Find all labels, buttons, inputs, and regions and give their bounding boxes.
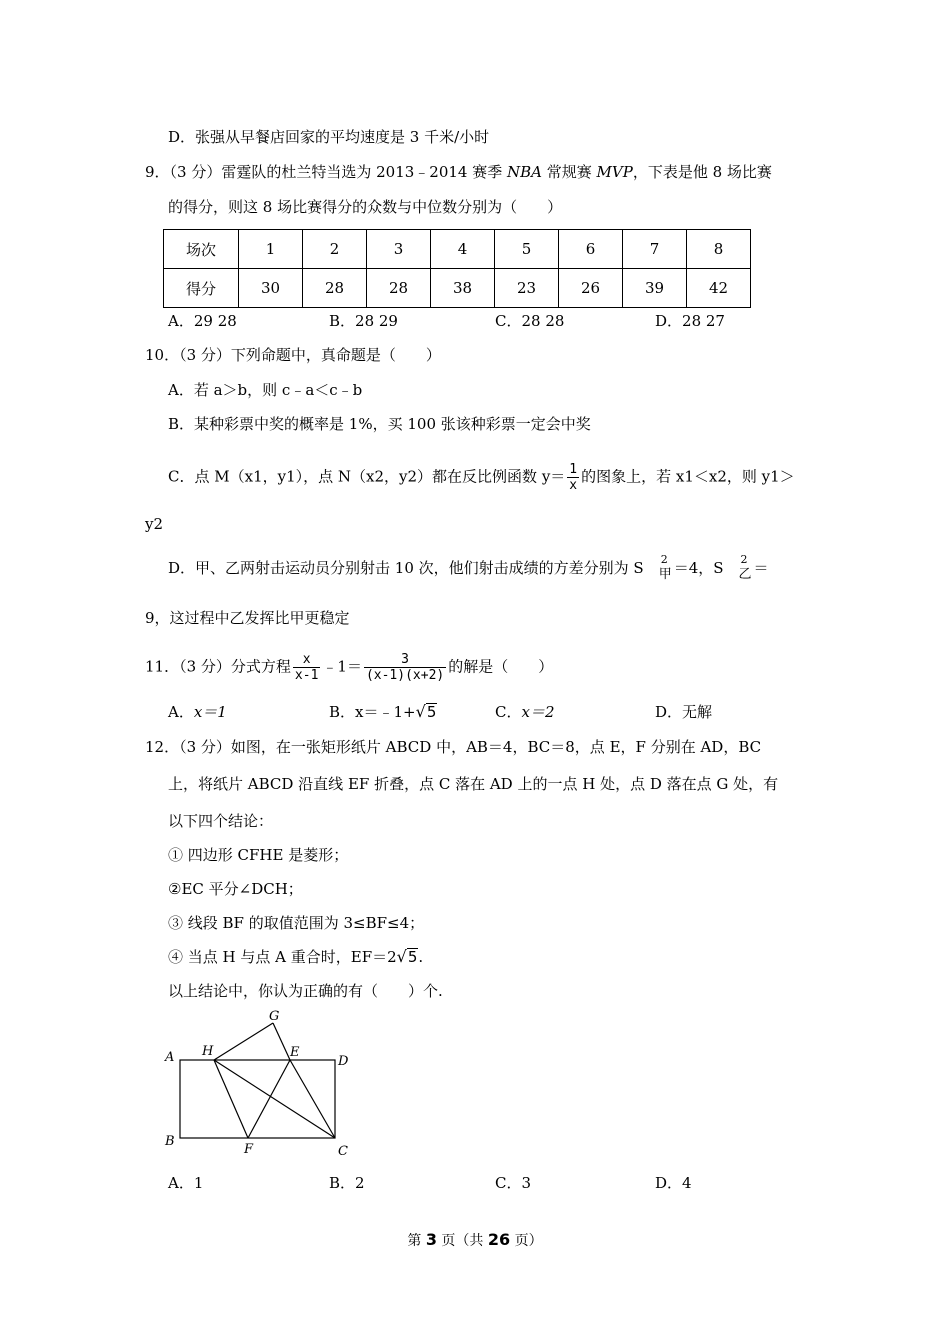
option-label: C．	[168, 467, 195, 486]
q10-stem	[145, 345, 441, 365]
q9-text: ，下表是他 8 场比赛	[632, 163, 772, 181]
option-text: 28 27	[682, 312, 725, 330]
option-text: 2	[355, 1174, 365, 1192]
q9-option-b[interactable]	[329, 311, 398, 331]
option-text: 29 28	[193, 312, 237, 330]
q11-option-c[interactable]	[495, 702, 555, 722]
table-row	[164, 269, 751, 308]
label-f: F	[244, 1142, 254, 1157]
table-cell: 28	[303, 269, 367, 308]
subscript: 乙	[738, 567, 752, 582]
option-text: 28 29	[355, 312, 398, 330]
option-label: B．	[329, 703, 356, 721]
q9-option-d[interactable]	[655, 311, 725, 331]
q12-option-a[interactable]	[168, 1173, 203, 1193]
option-label: D．	[168, 559, 196, 577]
q9-line-2: 的得分，则这 8 场比赛得分的众数与中位数分别为（ ）	[168, 198, 563, 216]
question-text: 分式方程	[230, 657, 291, 676]
table-cell: 4	[431, 230, 495, 269]
page-footer	[0, 1230, 950, 1251]
numerator: x	[293, 652, 320, 668]
table-cell: 39	[623, 269, 687, 308]
table-cell: 26	[559, 269, 623, 308]
label-b: B	[165, 1134, 175, 1149]
label-g: G	[269, 1009, 280, 1024]
table-cell: 1	[239, 230, 303, 269]
option-text: 3	[521, 1174, 532, 1192]
option-label: D．	[655, 1174, 683, 1192]
table-cell: 2	[303, 230, 367, 269]
q9-option-c[interactable]	[495, 311, 564, 331]
superscript: 2	[660, 553, 668, 566]
numerator: 1	[569, 462, 578, 477]
segment-hg	[214, 1023, 273, 1060]
question-number: 11．	[145, 657, 180, 676]
question-text: 下列命题中，真命题是（ ）	[230, 346, 441, 364]
option-text: 无解	[682, 703, 713, 721]
mvp-term: MVP	[596, 163, 633, 181]
q9-text: 常规赛	[542, 163, 597, 181]
q10-option-a[interactable]	[168, 380, 362, 400]
option-label: B．	[329, 312, 356, 330]
question-number: 10．	[145, 346, 180, 364]
segment-hf	[214, 1060, 248, 1138]
table-cell: 38	[431, 269, 495, 308]
label-e: E	[290, 1045, 300, 1060]
q10-option-c-wrap: y2	[145, 515, 164, 533]
denominator: x-1	[294, 668, 319, 683]
label-d: D	[338, 1054, 349, 1069]
q12-conclusion-2: ②EC 平分∠DCH；	[168, 880, 303, 898]
question-score: （3 分）	[169, 163, 222, 181]
table-cell: 42	[687, 269, 751, 308]
question-text: 如图，在一张矩形纸片 ABCD 中，AB＝4，BC＝8，点 E，F 分别在 AD，BC	[230, 738, 762, 756]
page-number: 3	[425, 1230, 437, 1249]
option-label: A．	[168, 381, 194, 399]
q12-line-3: 以下四个结论：	[168, 812, 274, 830]
table-cell: 7	[623, 230, 687, 269]
option-label: B．	[329, 1174, 356, 1192]
q12-conclusion-4	[168, 947, 423, 967]
question-text: 的解是（ ）	[448, 657, 554, 676]
q10-option-c[interactable]	[168, 462, 795, 493]
option-text: ＝4，S	[673, 559, 724, 577]
option-text: 某种彩票中奖的概率是 1%，买 100 张该种彩票一定会中奖	[194, 415, 591, 433]
option-text: x＝1	[193, 703, 227, 721]
segment-ec	[290, 1060, 335, 1138]
variance-yi	[724, 553, 754, 582]
q11-stem	[145, 652, 553, 683]
question-text: ④ 当点 H 与点 A 重合时，EF＝2	[168, 948, 397, 966]
option-label: D．	[655, 703, 683, 721]
footer-text: 第	[407, 1233, 426, 1249]
denominator: (x-1)(x+2)	[365, 668, 445, 683]
option-label: C．	[495, 312, 522, 330]
option-text: 4	[682, 1174, 692, 1192]
q9-option-a[interactable]	[168, 311, 237, 331]
row-header: 得分	[164, 269, 239, 308]
segment-ge	[273, 1023, 290, 1060]
option-label: B．	[168, 415, 195, 433]
radical-sign: √	[415, 702, 426, 721]
fraction	[567, 462, 579, 493]
label-a: A	[165, 1050, 175, 1065]
q12-option-c[interactable]	[495, 1173, 531, 1193]
option-text: 若 a＞b，则 c﹣a＜c﹣b	[193, 381, 363, 399]
label-c: C	[338, 1144, 348, 1159]
option-label: A．	[168, 312, 194, 330]
question-number: 12．	[145, 738, 180, 756]
option-text: 的图象上，若 x1＜x2，则 y1＞	[581, 467, 795, 486]
option-label: C．	[495, 1174, 522, 1192]
q10-option-d-wrap: 9，这过程中乙发挥比甲更稳定	[145, 609, 350, 627]
footer-text: 页）	[510, 1233, 543, 1249]
footer-text: 页（共	[436, 1233, 488, 1249]
denominator: x	[569, 478, 578, 493]
question-number: 9．	[145, 163, 170, 181]
table-cell: 30	[239, 269, 303, 308]
segment-hc	[214, 1060, 335, 1138]
q10-option-d[interactable]	[168, 553, 769, 582]
option-text: x＝﹣1+	[355, 703, 416, 721]
radicand: 5	[407, 948, 418, 966]
numerator: 3	[364, 652, 446, 668]
q12-line-2: 上，将纸片 ABCD 沿直线 EF 折叠，点 C 落在 AD 上的一点 H 处，点 D 落在点 G 处，有	[168, 775, 779, 793]
segment-ef	[248, 1060, 290, 1138]
q11-option-b[interactable]	[329, 702, 437, 722]
question-score: （3 分）	[179, 346, 231, 364]
option-text: 张强从早餐店回家的平均速度是 3 千米/小时	[195, 128, 490, 146]
radicand: 5	[426, 703, 437, 721]
fraction	[293, 652, 320, 683]
question-score: （3 分）	[179, 738, 231, 756]
question-text: .	[418, 948, 424, 966]
question-score: （3 分）	[179, 657, 231, 676]
q11-option-d[interactable]	[655, 702, 712, 722]
q9-text: 雷霆队的杜兰特当选为 2013﹣2014 赛季	[221, 163, 508, 181]
table-cell: 6	[559, 230, 623, 269]
option-label: D．	[655, 312, 683, 330]
option-label: D．	[168, 128, 196, 146]
fold-rectangle-figure	[160, 1005, 360, 1160]
label-h: H	[202, 1044, 214, 1059]
row-header: 场次	[164, 230, 239, 269]
variance-jia	[644, 553, 674, 582]
rectangle-abcd	[180, 1060, 335, 1138]
q8-option-d	[168, 127, 489, 147]
score-table	[163, 229, 751, 308]
table-cell: 23	[495, 269, 559, 308]
q12-option-d[interactable]	[655, 1173, 692, 1193]
option-label: A．	[168, 1174, 194, 1192]
q11-option-a[interactable]	[168, 702, 227, 722]
table-cell: 28	[367, 269, 431, 308]
q12-line-end: 以上结论中，你认为正确的有（ ）个.	[168, 982, 443, 1000]
q12-option-b[interactable]	[329, 1173, 365, 1193]
q12-line-1	[145, 737, 761, 757]
table-cell: 8	[687, 230, 751, 269]
option-text: 点 M（x1，y1），点 N（x2，y2）都在反比例函数 y＝	[194, 467, 566, 486]
option-text: 甲、乙两射击运动员分别射击 10 次，他们射击成绩的方差分别为 S	[195, 559, 644, 577]
nba-term: NBA	[507, 163, 542, 181]
subscript: 甲	[658, 567, 672, 582]
table-row	[164, 230, 751, 269]
radical-sign: √	[396, 947, 407, 966]
option-label: A．	[168, 703, 194, 721]
fraction	[364, 652, 446, 683]
option-text: x＝2	[521, 703, 555, 721]
option-text: ＝	[753, 559, 769, 577]
q12-conclusion-1: ① 四边形 CFHE 是菱形；	[168, 846, 349, 864]
option-text: 28 28	[521, 312, 565, 330]
option-label: C．	[495, 703, 522, 721]
question-text: ﹣1＝	[322, 657, 362, 676]
table-cell: 5	[495, 230, 559, 269]
q10-option-b[interactable]	[168, 414, 591, 434]
q9-line-1	[145, 162, 772, 182]
table-cell: 3	[367, 230, 431, 269]
option-text: 1	[193, 1174, 204, 1192]
q12-conclusion-3: ③ 线段 BF 的取值范围为 3≤BF≤4；	[168, 914, 425, 932]
total-pages: 26	[487, 1230, 511, 1249]
superscript: 2	[740, 553, 748, 566]
